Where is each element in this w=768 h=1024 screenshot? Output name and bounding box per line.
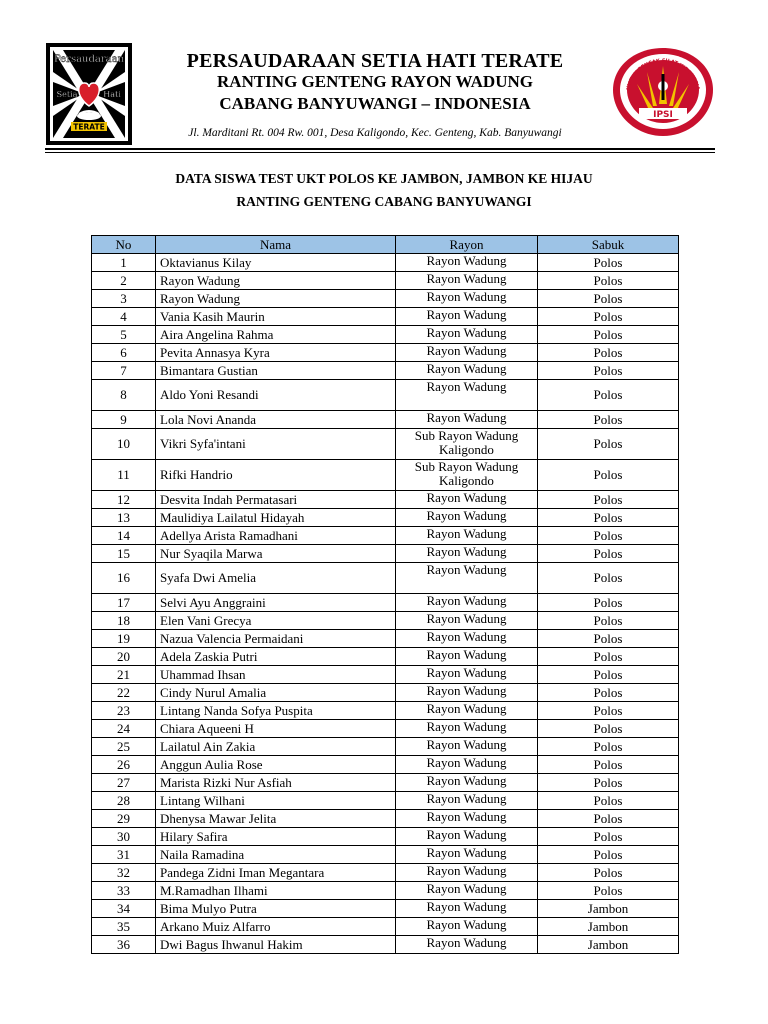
cell-rayon: Rayon Wadung: [396, 326, 538, 344]
cell-rayon: Rayon Wadung: [396, 828, 538, 846]
cell-rayon: Rayon Wadung: [396, 882, 538, 900]
table-row: [92, 792, 679, 810]
cell-nama: Bima Mulyo Putra: [156, 900, 396, 918]
cell-sabuk: Polos: [538, 380, 679, 411]
cell-nama: Adellya Arista Ramadhani: [156, 527, 396, 545]
cell-sabuk: Polos: [538, 326, 679, 344]
cell-no: 27: [92, 774, 156, 792]
cell-no: 32: [92, 864, 156, 882]
cell-sabuk: Polos: [538, 563, 679, 594]
document-title: DATA SISWA TEST UKT POLOS KE JAMBON, JAMBON KE HIJAU: [175, 171, 593, 186]
cell-no: 25: [92, 738, 156, 756]
logo-right-text: Hati: [103, 90, 121, 99]
cell-sabuk: Polos: [538, 460, 679, 491]
cell-nama: Vikri Syfa'intani: [156, 429, 396, 460]
cell-rayon: Rayon Wadung: [396, 563, 538, 594]
cell-no: 15: [92, 545, 156, 563]
cell-no: 17: [92, 594, 156, 612]
cell-sabuk: Polos: [538, 491, 679, 509]
cell-sabuk: Polos: [538, 666, 679, 684]
organization-branch: RANTING GENTENG RAYON WADUNG: [217, 72, 533, 91]
cell-no: 9: [92, 411, 156, 429]
cell-rayon: Rayon Wadung: [396, 272, 538, 290]
table-row: [92, 756, 679, 774]
cell-nama: Cindy Nurul Amalia: [156, 684, 396, 702]
table-row: [92, 666, 679, 684]
cell-nama: Hilary Safira: [156, 828, 396, 846]
cell-no: 29: [92, 810, 156, 828]
cell-no: 22: [92, 684, 156, 702]
table-row: [92, 900, 679, 918]
cell-nama: Bimantara Gustian: [156, 362, 396, 380]
cell-no: 35: [92, 918, 156, 936]
cell-no: 23: [92, 702, 156, 720]
cell-rayon: Rayon Wadung: [396, 720, 538, 738]
cell-rayon: Rayon Wadung: [396, 594, 538, 612]
cell-no: 28: [92, 792, 156, 810]
cell-rayon: Rayon Wadung: [396, 936, 538, 954]
student-table: [91, 235, 679, 954]
cell-rayon: Rayon Wadung: [396, 344, 538, 362]
cell-no: 12: [92, 491, 156, 509]
cell-sabuk: Polos: [538, 630, 679, 648]
cell-nama: Nazua Valencia Permaidani: [156, 630, 396, 648]
table-row: [92, 810, 679, 828]
table-row: [92, 429, 679, 460]
cell-nama: Rayon Wadung: [156, 290, 396, 308]
cell-no: 11: [92, 460, 156, 491]
cell-sabuk: Polos: [538, 738, 679, 756]
cell-rayon: Rayon Wadung: [396, 411, 538, 429]
cell-rayon: Rayon Wadung: [396, 684, 538, 702]
cell-sabuk: Polos: [538, 810, 679, 828]
cell-no: 30: [92, 828, 156, 846]
cell-rayon: Rayon Wadung: [396, 846, 538, 864]
cell-rayon: Rayon Wadung: [396, 254, 538, 272]
table-row: [92, 254, 679, 272]
table-row: [92, 774, 679, 792]
cell-sabuk: Polos: [538, 362, 679, 380]
cell-rayon: Rayon Wadung: [396, 362, 538, 380]
table-row: [92, 648, 679, 666]
table-row: [92, 290, 679, 308]
table-row: [92, 684, 679, 702]
cell-sabuk: Polos: [538, 290, 679, 308]
cell-nama: Pandega Zidni Iman Megantara: [156, 864, 396, 882]
table-row: [92, 344, 679, 362]
cell-nama: Aldo Yoni Resandi: [156, 380, 396, 411]
cell-no: 6: [92, 344, 156, 362]
cell-rayon: Rayon Wadung: [396, 308, 538, 326]
cell-no: 8: [92, 380, 156, 411]
logo-top-text: Persaudaraan: [53, 54, 125, 65]
column-header-nama: Nama: [156, 236, 396, 254]
cell-no: 13: [92, 509, 156, 527]
header-rule-thick: [45, 148, 715, 150]
table-row: [92, 936, 679, 954]
ipsi-ring-textpath: IKATAN PENCAK SILAT INDONESIA: [625, 57, 701, 91]
ipsi-emblem-icon: [609, 44, 717, 140]
cell-rayon: Rayon Wadung: [396, 648, 538, 666]
cell-sabuk: Polos: [538, 828, 679, 846]
cell-sabuk: Polos: [538, 684, 679, 702]
cell-nama: Dwi Bagus Ihwanul Hakim: [156, 936, 396, 954]
cell-sabuk: Polos: [538, 254, 679, 272]
cell-sabuk: Jambon: [538, 936, 679, 954]
cell-rayon: Rayon Wadung: [396, 792, 538, 810]
cell-no: 2: [92, 272, 156, 290]
cell-nama: Rayon Wadung: [156, 272, 396, 290]
cell-sabuk: Polos: [538, 344, 679, 362]
cell-no: 3: [92, 290, 156, 308]
cell-nama: Aira Angelina Rahma: [156, 326, 396, 344]
cell-rayon: Rayon Wadung: [396, 738, 538, 756]
column-header-sabuk: Sabuk: [538, 236, 679, 254]
cell-rayon: Rayon Wadung: [396, 900, 538, 918]
cell-no: 26: [92, 756, 156, 774]
cell-nama: Dhenysa Mawar Jelita: [156, 810, 396, 828]
cell-nama: Lola Novi Ananda: [156, 411, 396, 429]
organization-address: Jl. Marditani Rt. 004 Rw. 001, Desa Kaligondo, Kec. Genteng, Kab. Banyuwangi: [188, 127, 562, 139]
cell-sabuk: Polos: [538, 846, 679, 864]
cell-sabuk: Polos: [538, 429, 679, 460]
cell-sabuk: Polos: [538, 864, 679, 882]
cell-sabuk: Polos: [538, 272, 679, 290]
cell-nama: Oktavianus Kilay: [156, 254, 396, 272]
ipsi-label: IPSI: [653, 110, 673, 120]
cell-nama: M.Ramadhan Ilhami: [156, 882, 396, 900]
cell-nama: Syafa Dwi Amelia: [156, 563, 396, 594]
cell-no: 31: [92, 846, 156, 864]
cell-rayon: Rayon Wadung: [396, 756, 538, 774]
cell-nama: Pevita Annasya Kyra: [156, 344, 396, 362]
table-header-row: [92, 236, 679, 254]
cell-nama: Naila Ramadina: [156, 846, 396, 864]
cell-rayon: Rayon Wadung: [396, 380, 538, 411]
cell-nama: Anggun Aulia Rose: [156, 756, 396, 774]
table-row: [92, 380, 679, 411]
cell-no: 33: [92, 882, 156, 900]
cell-sabuk: Polos: [538, 308, 679, 326]
cell-no: 10: [92, 429, 156, 460]
cell-sabuk: Polos: [538, 756, 679, 774]
cell-rayon: Rayon Wadung: [396, 864, 538, 882]
cell-nama: Desvita Indah Permatasari: [156, 491, 396, 509]
cell-nama: Arkano Muiz Alfarro: [156, 918, 396, 936]
cell-nama: Selvi Ayu Anggraini: [156, 594, 396, 612]
organization-region: CABANG BANYUWANGI – INDONESIA: [219, 94, 531, 113]
cell-sabuk: Polos: [538, 509, 679, 527]
cell-nama: Marista Rizki Nur Asfiah: [156, 774, 396, 792]
cell-no: 20: [92, 648, 156, 666]
cell-nama: Lintang Nanda Sofya Puspita: [156, 702, 396, 720]
cell-rayon: Sub Rayon Wadung Kaligondo: [396, 460, 538, 491]
table-row: [92, 864, 679, 882]
cell-rayon: Rayon Wadung: [396, 810, 538, 828]
table-row: [92, 738, 679, 756]
cell-rayon: Sub Rayon Wadung Kaligondo: [396, 429, 538, 460]
cell-rayon: Rayon Wadung: [396, 666, 538, 684]
cell-nama: Uhammad Ihsan: [156, 666, 396, 684]
table-row: [92, 527, 679, 545]
cell-sabuk: Polos: [538, 720, 679, 738]
table-row: [92, 918, 679, 936]
table-row: [92, 545, 679, 563]
cell-nama: Lintang Wilhani: [156, 792, 396, 810]
cell-sabuk: Polos: [538, 411, 679, 429]
cell-rayon: Rayon Wadung: [396, 527, 538, 545]
table-row: [92, 882, 679, 900]
table-row: [92, 460, 679, 491]
table-row: [92, 272, 679, 290]
table-body: [92, 254, 679, 954]
cell-sabuk: Polos: [538, 702, 679, 720]
cell-nama: Chiara Aqueeni H: [156, 720, 396, 738]
cell-no: 19: [92, 630, 156, 648]
header-rule-thin: [45, 152, 715, 153]
cell-no: 1: [92, 254, 156, 272]
cell-rayon: Rayon Wadung: [396, 630, 538, 648]
cell-nama: Nur Syaqila Marwa: [156, 545, 396, 563]
cell-sabuk: Jambon: [538, 918, 679, 936]
cell-no: 5: [92, 326, 156, 344]
cell-no: 21: [92, 666, 156, 684]
cell-sabuk: Polos: [538, 774, 679, 792]
cell-sabuk: Jambon: [538, 900, 679, 918]
cell-nama: Vania Kasih Maurin: [156, 308, 396, 326]
cell-rayon: Rayon Wadung: [396, 509, 538, 527]
column-header-rayon: Rayon: [396, 236, 538, 254]
cell-sabuk: Polos: [538, 648, 679, 666]
cell-nama: Lailatul Ain Zakia: [156, 738, 396, 756]
cell-sabuk: Polos: [538, 527, 679, 545]
logo-left-text: Setia: [56, 90, 78, 99]
cell-no: 14: [92, 527, 156, 545]
cell-nama: Elen Vani Grecya: [156, 612, 396, 630]
cell-no: 7: [92, 362, 156, 380]
cell-sabuk: Polos: [538, 594, 679, 612]
table-row: [92, 702, 679, 720]
table-row: [92, 308, 679, 326]
cell-no: 34: [92, 900, 156, 918]
letterhead: [0, 0, 768, 160]
cell-rayon: Rayon Wadung: [396, 545, 538, 563]
cell-rayon: Rayon Wadung: [396, 702, 538, 720]
cell-rayon: Rayon Wadung: [396, 290, 538, 308]
cell-rayon: Rayon Wadung: [396, 918, 538, 936]
table-row: [92, 594, 679, 612]
cell-no: 4: [92, 308, 156, 326]
cell-sabuk: Polos: [538, 612, 679, 630]
table-row: [92, 828, 679, 846]
table-row: [92, 630, 679, 648]
document-subtitle: RANTING GENTENG CABANG BANYUWANGI: [236, 194, 532, 209]
cell-sabuk: Polos: [538, 792, 679, 810]
cell-no: 24: [92, 720, 156, 738]
table-row: [92, 563, 679, 594]
logo-bottom-text: TERATE: [73, 122, 105, 132]
table-row: [92, 720, 679, 738]
table-row: [92, 509, 679, 527]
cell-nama: Maulidiya Lailatul Hidayah: [156, 509, 396, 527]
table-row: [92, 411, 679, 429]
cell-nama: Adela Zaskia Putri: [156, 648, 396, 666]
cell-no: 16: [92, 563, 156, 594]
table-row: [92, 846, 679, 864]
cell-sabuk: Polos: [538, 882, 679, 900]
table-row: [92, 491, 679, 509]
cell-nama: Rifki Handrio: [156, 460, 396, 491]
table-row: [92, 612, 679, 630]
cell-no: 18: [92, 612, 156, 630]
table-row: [92, 362, 679, 380]
cell-no: 36: [92, 936, 156, 954]
cell-rayon: Rayon Wadung: [396, 491, 538, 509]
cell-sabuk: Polos: [538, 545, 679, 563]
table-row: [92, 326, 679, 344]
cell-rayon: Rayon Wadung: [396, 612, 538, 630]
organization-name: PERSAUDARAAN SETIA HATI TERATE: [186, 50, 564, 72]
column-header-no: No: [92, 236, 156, 254]
cell-rayon: Rayon Wadung: [396, 774, 538, 792]
psht-emblem-icon: [45, 42, 133, 146]
